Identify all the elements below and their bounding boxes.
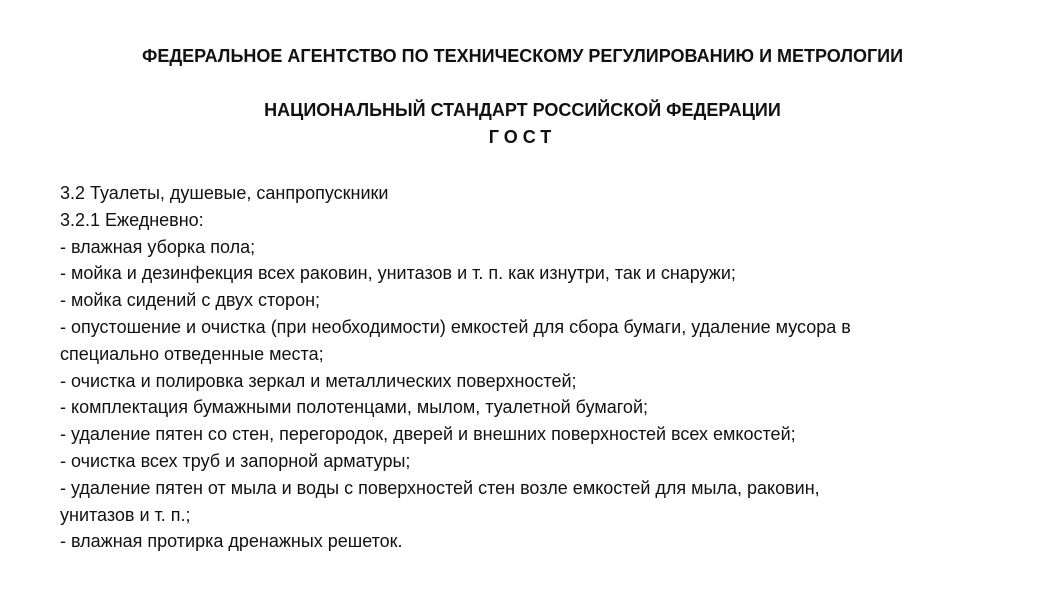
list-item: - удаление пятен от мыла и воды с поверхностей стен возле емкостей для мыла, раковин,: [60, 477, 820, 498]
list-item: - комплектация бумажными полотенцами, мылом, туалетной бумагой;: [60, 397, 648, 418]
subsection-title: 3.2.1 Ежедневно:: [60, 209, 204, 230]
list-item: - очистка всех труб и запорной арматуры;: [60, 450, 411, 471]
standard-title: НАЦИОНАЛЬНЫЙ СТАНДАРТ РОССИЙСКОЙ ФЕДЕРАЦИИ: [264, 100, 781, 120]
list-item: - удаление пятен со стен, перегородок, дверей и внешних поверхностей всех емкостей;: [60, 424, 796, 445]
list-item: - опустошение и очистка (при необходимости) емкостей для сбора бумаги, удаление мусора в: [60, 316, 851, 337]
list-item: - мойка и дезинфекция всех раковин, унитазов и т. п. как изнутри, так и снаружи;: [60, 263, 736, 284]
list-item: - очистка и полировка зеркал и металлических поверхностей;: [60, 370, 577, 391]
list-item: - влажная протирка дренажных решеток.: [60, 531, 403, 552]
list-item: - мойка сидений с двух сторон;: [60, 290, 321, 311]
section-title: 3.2 Туалеты, душевые, санпропускники: [60, 183, 389, 203]
list-item: - влажная уборка пола;: [60, 236, 256, 257]
gost-label: ГОСТ: [488, 127, 557, 147]
agency-heading: ФЕДЕРАЛЬНОЕ АГЕНТСТВО ПО ТЕХНИЧЕСКОМУ РЕГУЛИРОВАНИЮ И МЕТРОЛОГИИ: [141, 46, 904, 66]
section-body: [60, 180, 1010, 555]
list-item-continuation: унитазов и т. п.;: [60, 504, 191, 525]
list-item-continuation: специально отведенные места;: [60, 343, 324, 364]
